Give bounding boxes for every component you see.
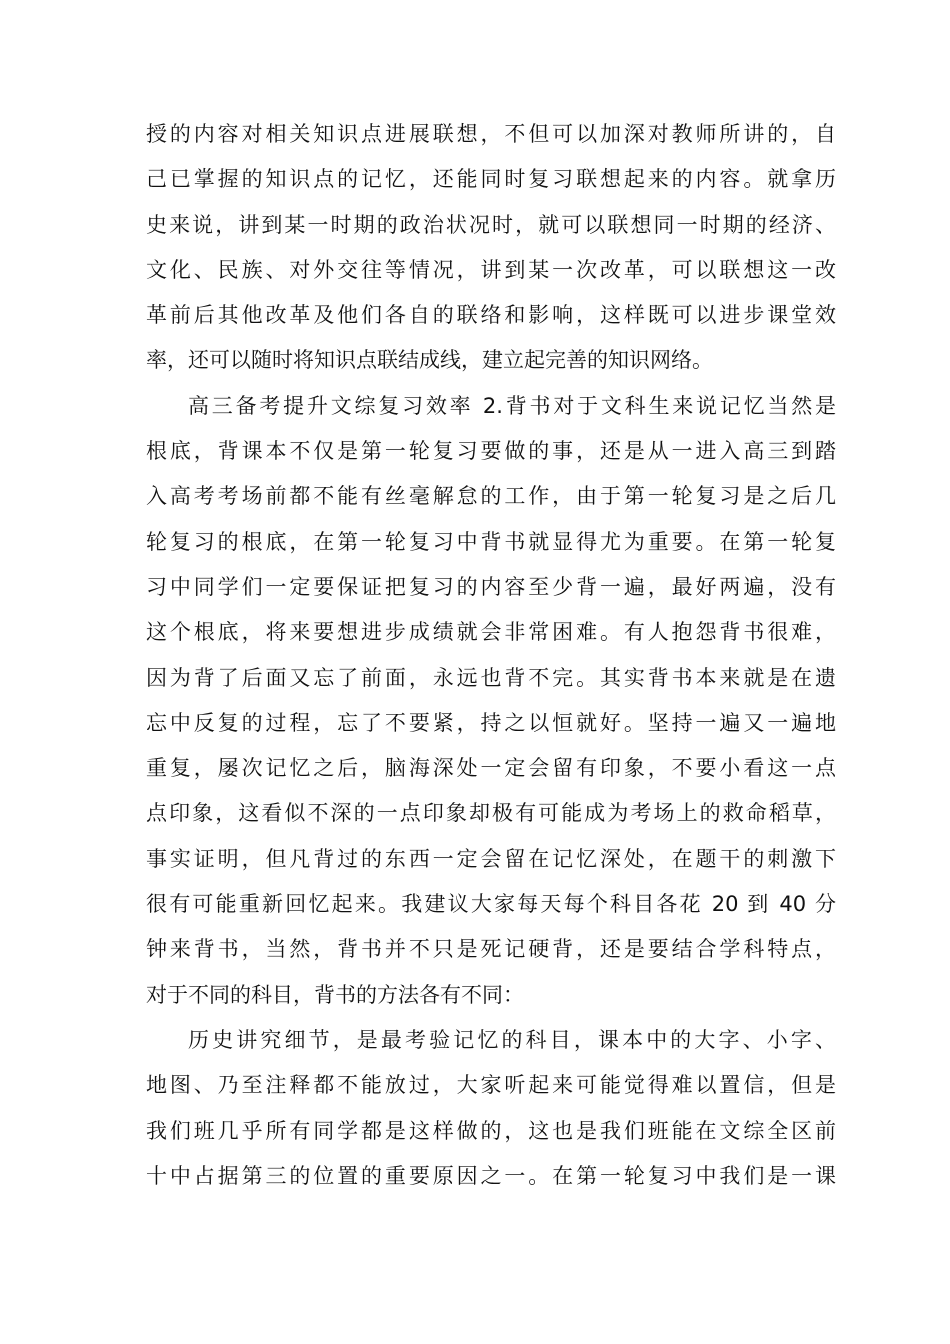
text-line: 革前后其他改革及他们各自的联络和影响，这样既可以进步课堂效 <box>146 303 836 328</box>
text-line: 我们班几乎所有同学都是这样做的，这也是我们班能在文综全区前 <box>146 1118 836 1143</box>
text-line: 十中占据第三的位置的重要原因之一。在第一轮复习中我们是一课 <box>146 1163 836 1188</box>
text-line: 对于不同的科目，背书的方法各有不同： <box>146 982 524 1007</box>
text-line: 习中同学们一定要保证把复习的内容至少背一遍，最好两遍，没有 <box>146 574 836 599</box>
text-line: 重复，屡次记忆之后，脑海深处一定会留有印象，不要小看这一点 <box>146 756 836 781</box>
paragraph-start-line: 高三备考提升文综复习效率 2.背书对于文科生来说记忆当然是 <box>188 393 836 418</box>
text-line: 点印象，这看似不深的一点印象却极有可能成为考场上的救命稻草， <box>146 801 836 826</box>
paragraph-start-line: 历史讲究细节，是最考验记忆的科目，课本中的大字、小字、 <box>188 1027 836 1052</box>
text-line: 地图、乃至注释都不能放过，大家听起来可能觉得难以置信，但是 <box>146 1073 836 1098</box>
text-line: 事实证明，但凡背过的东西一定会留在记忆深处，在题干的刺激下 <box>146 846 836 871</box>
text-line: 根底，背课本不仅是第一轮复习要做的事，还是从一进入高三到踏 <box>146 439 836 464</box>
text-line: 率，还可以随时将知识点联结成线，建立起完善的知识网络。 <box>146 348 713 373</box>
text-line: 轮复习的根底，在第一轮复习中背书就显得尤为重要。在第一轮复 <box>146 529 836 554</box>
text-line: 因为背了后面又忘了前面，永远也背不完。其实背书本来就是在遗 <box>146 665 836 690</box>
text-line: 授的内容对相关知识点进展联想，不但可以加深对教师所讲的，自 <box>146 122 836 146</box>
text-line: 入高考考场前都不能有丝毫解怠的工作，由于第一轮复习是之后几 <box>146 484 836 509</box>
text-line: 很有可能重新回忆起来。我建议大家每天每个科目各花 20 到 40 分 <box>146 892 836 917</box>
text-line: 文化、民族、对外交往等情况，讲到某一次改革，可以联想这一改 <box>146 257 836 282</box>
text-line: 钟来背书，当然，背书并不只是死记硬背，还是要结合学科特点， <box>146 937 836 962</box>
text-line: 这个根底，将来要想进步成绩就会非常困难。有人抱怨背书很难， <box>146 620 836 645</box>
body-text <box>146 112 836 1199</box>
text-line: 己已掌握的知识点的记忆，还能同时复习联想起来的内容。就拿历 <box>146 167 836 192</box>
text-line: 史来说，讲到某一时期的政治状况时，就可以联想同一时期的经济、 <box>146 212 836 237</box>
text-line: 忘中反复的过程，忘了不要紧，持之以恒就好。坚持一遍又一遍地 <box>146 710 836 735</box>
